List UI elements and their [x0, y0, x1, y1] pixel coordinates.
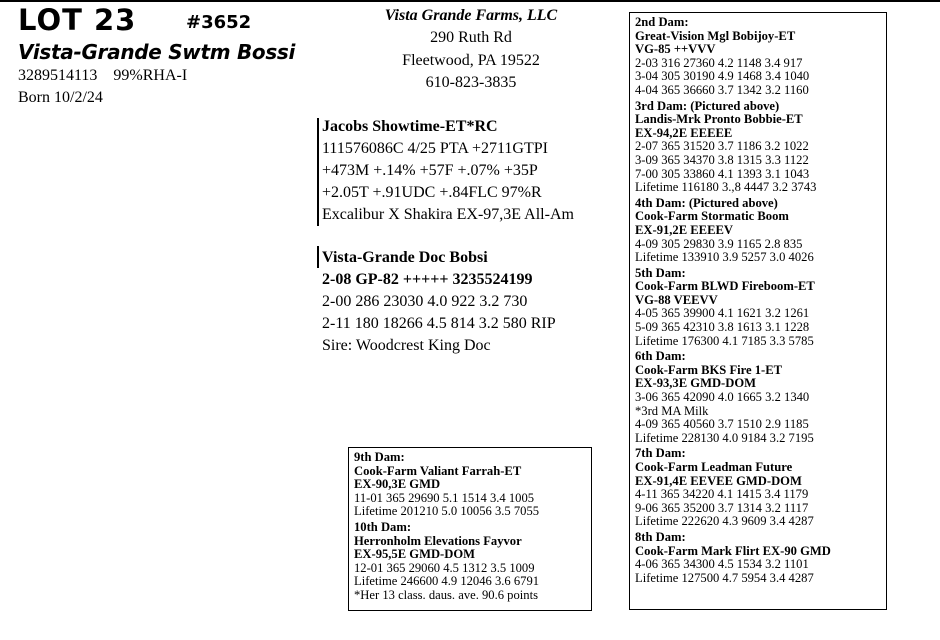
- farm-phone: 610-823-3835: [425, 74, 517, 91]
- dam-class: EX-93,3E GMD-DOM: [635, 376, 757, 391]
- rha-percent: 99%RHA-I: [113, 67, 188, 84]
- dam-record: 3-04 305 30190 4.9 1468 3.4 1040: [635, 69, 810, 84]
- ancestry-box-left: [348, 447, 592, 611]
- dam-record: Lifetime 201210 5.0 10056 3.5 7055: [354, 504, 540, 519]
- dam-class: EX-91,2E EEEEV: [635, 222, 733, 237]
- dam-heading: 4th Dam: (Pictured above): [635, 195, 778, 210]
- dam-record: 4-04 365 36660 3.7 1342 3.2 1160: [635, 82, 809, 97]
- sire-bracket: [317, 118, 319, 226]
- dam-class: EX-90,3E GMD: [354, 477, 441, 492]
- dam-record: Lifetime 116180 3.,8 4447 3.2 3743: [635, 180, 817, 195]
- lot-number: LOT 23: [18, 3, 137, 37]
- farm-city: Fleetwood, PA 19522: [402, 52, 540, 69]
- dam-record: 2-03 316 27360 4.2 1148 3.4 917: [635, 55, 803, 70]
- dam-entry-2: [635, 16, 881, 98]
- farm-name: Vista Grande Farms, LLC: [384, 7, 558, 24]
- dam-heading: 5th Dam:: [635, 265, 686, 280]
- dam-class: EX-91,4E EEVEE GMD-DOM: [635, 473, 802, 488]
- dam-name: Cook-Farm Stormatic Boom: [635, 209, 789, 224]
- dam-heading: 8th Dam:: [635, 529, 686, 544]
- sire-name: Jacobs Showtime-ET*RC: [322, 118, 498, 135]
- dam-entry-5: [635, 267, 881, 349]
- ancestry-box-right: [629, 12, 887, 610]
- dam-record: 9-06 365 35200 3.7 1314 3.2 1117: [635, 500, 809, 515]
- sire-line: 111576086C 4/25 PTA +2711GTPI: [322, 140, 548, 157]
- sire-line: Excalibur X Shakira EX-97,3E All-Am: [322, 206, 574, 223]
- dam-entry-8: [635, 531, 881, 585]
- dam-heading: 6th Dam:: [635, 349, 686, 364]
- dam-classification: 2-08 GP-82 +++++ 3235524199: [322, 271, 533, 288]
- dam-record: Lifetime 133910 3.9 5257 3.0 4026: [635, 250, 814, 265]
- catalog-number: #3652: [186, 12, 252, 33]
- birth-date: Born 10/2/24: [18, 89, 103, 106]
- dam-name: Cook-Farm Mark Flirt EX-90 GMD: [635, 543, 831, 558]
- dam-name: Herronholm Elevations Fayvor: [354, 533, 522, 548]
- dam-record: Lifetime 127500 4.7 5954 3.4 4287: [635, 570, 814, 585]
- dam-record: *3rd MA Milk: [635, 403, 709, 418]
- dam-record: Lifetime 228130 4.0 9184 3.2 7195: [635, 430, 814, 445]
- dam-name: Great-Vision Mgl Bobijoy-ET: [635, 28, 796, 43]
- dam-class: EX-95,5E GMD-DOM: [354, 547, 476, 562]
- dam-entry-10: [354, 521, 586, 603]
- registration-line: [18, 67, 187, 85]
- dam-entry-6: [635, 350, 881, 445]
- dam-record: 3-06 365 42090 4.0 1665 3.2 1340: [635, 390, 810, 405]
- dam-record: 11-01 365 29690 5.1 1514 3.4 1005: [354, 490, 535, 505]
- dam-name: Cook-Farm BLWD Fireboom-ET: [635, 279, 815, 294]
- dam-record: 2-00 286 23030 4.0 922 3.2 730: [322, 293, 528, 310]
- dam-entry-4: [635, 197, 881, 265]
- dam-entry-3: [635, 100, 881, 195]
- top-rule: [0, 0, 940, 2]
- dam-record: 2-07 365 31520 3.7 1186 3.2 1022: [635, 139, 809, 154]
- dam-name: Cook-Farm BKS Fire 1-ET: [635, 362, 783, 377]
- dam-bracket: [317, 246, 319, 268]
- dam-name: Landis-Mrk Pronto Bobbie-ET: [635, 112, 803, 127]
- dam-heading: 3rd Dam: (Pictured above): [635, 98, 780, 113]
- dam-record: Lifetime 176300 4.1 7185 3.3 5785: [635, 333, 814, 348]
- dam-name: Cook-Farm Valiant Farrah-ET: [354, 463, 522, 478]
- dam-class: VG-85 ++VVV: [635, 42, 716, 57]
- sire-line: +2.05T +.91UDC +.84FLC 97%R: [322, 184, 542, 201]
- dam-record: Lifetime 246600 4.9 12046 3.6 6791: [354, 574, 540, 589]
- dam-record: *Her 13 class. daus. ave. 90.6 points: [354, 587, 538, 602]
- dam-record: 4-11 365 34220 4.1 1415 3.4 1179: [635, 487, 809, 502]
- dam-heading: 2nd Dam:: [635, 15, 689, 29]
- dam-record: 5-09 365 42310 3.8 1613 3.1 1228: [635, 320, 810, 335]
- dam-class: VG-88 VEEVV: [635, 292, 718, 307]
- registration-number: 3289514113: [18, 67, 98, 84]
- dam-record: 4-09 365 40560 3.7 1510 2.9 1185: [635, 417, 809, 432]
- dam-entry-9: [354, 451, 586, 519]
- dam-heading: 10th Dam:: [354, 519, 412, 534]
- dam-record: 3-09 365 34370 3.8 1315 3.3 1122: [635, 152, 809, 167]
- dam-heading: 7th Dam:: [635, 446, 686, 461]
- dam-heading: 9th Dam:: [354, 450, 405, 464]
- dam-name: Cook-Farm Leadman Future: [635, 460, 793, 474]
- dam-record: 12-01 365 29060 4.5 1312 3.5 1009: [354, 560, 535, 575]
- dam-record: 4-06 365 34300 4.5 1534 3.2 1101: [635, 557, 809, 572]
- dam-record: 7-00 305 33860 4.1 1393 3.1 1043: [635, 166, 810, 181]
- sire-line: +473M +.14% +57F +.07% +35P: [322, 162, 538, 179]
- dam-record: 4-09 305 29830 3.9 1165 2.8 835: [635, 236, 803, 251]
- dam-record: Lifetime 222620 4.3 9609 3.4 4287: [635, 514, 814, 529]
- farm-address: 290 Ruth Rd: [430, 29, 512, 46]
- dam-sire: Sire: Woodcrest King Doc: [322, 337, 491, 354]
- dam-record: 2-11 180 18266 4.5 814 3.2 580 RIP: [322, 315, 556, 332]
- dam-record: 4-05 365 39900 4.1 1621 3.2 1261: [635, 306, 810, 321]
- dam-name: Vista-Grande Doc Bobsi: [322, 249, 488, 266]
- dam-class: EX-94,2E EEEEE: [635, 125, 733, 140]
- animal-name: Vista-Grande Swtm Bossi: [18, 40, 296, 64]
- dam-entry-7: [635, 447, 881, 529]
